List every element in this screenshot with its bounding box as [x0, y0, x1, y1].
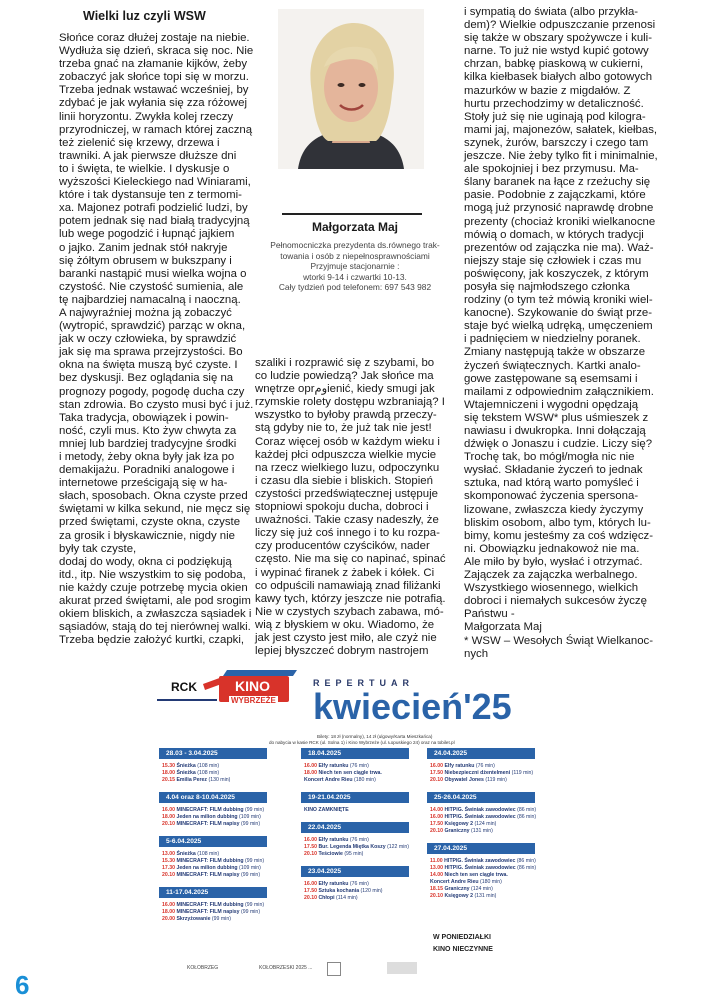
article-text-line: kilka kiełbasek białych albo gotowych: [464, 71, 653, 84]
screening-title: MINECRAFT: FILM dubbing: [176, 902, 244, 908]
article-text-line: mazurków w bazie z migdałów. Z: [464, 84, 631, 97]
screening-time: 15.30: [162, 858, 175, 864]
article-text-line: dobroci i niemałych sukcesów życzę: [464, 595, 647, 608]
article-text-line: kawy tych, którzy jeszcze nie potrafią.: [255, 592, 446, 605]
article-text-line: jak jest czysto jest miło, ale czyż nie: [255, 631, 437, 644]
article-text-line: mami jaj, majonezów, sałatek, kiełbas,: [464, 123, 658, 136]
schedule-date-bar: 22.04.2025: [301, 822, 409, 833]
article-text-line: Wtajemniczeni i wygodni opędzają: [464, 398, 639, 411]
screening-duration: (108 min): [197, 763, 220, 769]
screening-row: [430, 814, 536, 820]
screening-row: [162, 872, 260, 878]
article-text-line: Trzeba będzie założyć kurtki, czapki,: [59, 634, 245, 647]
article-text-line: się także w obszary spożywcze i kuli-: [464, 32, 653, 45]
screening-row: [304, 851, 363, 857]
article-text-line: posyła się najmłodszego członka: [464, 280, 630, 293]
screening-duration: (108 min): [197, 851, 220, 857]
screening-time: 16.00: [304, 763, 317, 769]
screening-time: 15.30: [162, 763, 175, 769]
article-text-line: za grosik i błyskawicznie, nigdy nie: [59, 529, 235, 542]
screening-title: Jeden na milion dubbing: [176, 814, 238, 820]
screening-row: [430, 893, 496, 899]
screening-time: 18.00: [162, 814, 175, 820]
article-text-line: gowe zastępowane są esemsami i: [464, 372, 638, 385]
screening-title: Obywatel Jones: [444, 777, 484, 783]
screening-time: 20.10: [304, 895, 317, 901]
screening-time: 20.15: [162, 777, 175, 783]
screening-row: [162, 851, 219, 857]
article-text-line: Coraz więcej osób w każdym wieku i: [255, 435, 440, 448]
screening-row: [162, 770, 219, 776]
article-column-left: [59, 32, 255, 647]
article-text-line: lub wege pogodzić i łupnąć jajkiem: [59, 228, 235, 241]
article-text-line: stą gdyby nie to, że już tak nie jest!: [255, 422, 432, 435]
article-text-line: się tekstem WSW* plus uśmieszek z: [464, 411, 649, 424]
screening-title: Śnieżka: [176, 851, 196, 857]
article-text-line: które i tak dystansuje ten z termomi-: [59, 189, 242, 202]
schedule-date-bar: 25-26.04.2025: [427, 792, 535, 803]
article-text-line: potem jednak się nad białą tradycyjną: [59, 215, 250, 228]
article-text-line: na rzecz wielkiego luzu, odpoczynku: [255, 461, 440, 474]
article-text-line: jak w oczy człowieka, by sprawdzić: [59, 333, 237, 346]
screening-row: [304, 770, 382, 776]
screening-title: Śnieżka: [176, 770, 196, 776]
screening-row: [304, 881, 369, 887]
screening-row: [162, 902, 264, 908]
screening-row: [162, 865, 261, 871]
article-text-line: Nie w czystych szybach zabawa, mó-: [255, 605, 444, 618]
article-text-line: stan zdrowia. Bo czysto musi być i już.: [59, 398, 254, 411]
article-text-line: i padnięciem w niedzielny poranek.: [464, 333, 641, 346]
article-text-line: jak się ma sprawa przejrzystości. Bo: [59, 346, 243, 359]
screening-duration: (99 min): [241, 872, 261, 878]
article-text-line: Zajączek za zajączka werbalnego.: [464, 569, 638, 582]
screening-row: [430, 777, 507, 783]
author-photo: [278, 9, 424, 169]
article-text-line: okiem bliskich, a zwłaszcza sąsiadek i: [59, 608, 252, 621]
screening-row: [430, 886, 493, 892]
screening-duration: (108 min): [197, 770, 220, 776]
article-text-line: co odpuścili namawiają znad filiżanki: [255, 579, 441, 592]
screening-row: [304, 807, 349, 813]
article-text-line: bimy, komu jesteśmy za coś wdzięcz-: [464, 529, 654, 542]
screening-time: 11.00: [430, 858, 443, 864]
screening-duration: (99 min): [245, 807, 265, 813]
article-text-line: internetowe prześcigają się w ha-: [59, 477, 228, 490]
article-column-middle: [255, 357, 455, 658]
screening-duration: (76 min): [349, 881, 369, 887]
article-text-line: itd., itp. Nie wszystkim to się podoba,: [59, 568, 246, 581]
screening-time: 20.10: [162, 821, 175, 827]
article-text-line: narne. To już nie wstyd kupić gotowy: [464, 45, 649, 58]
screening-duration: (99 min): [245, 858, 265, 864]
screening-title: Skrzyżowanie: [176, 916, 211, 922]
article-text-line: i czasu dla siebie i bliskich. Stopień: [255, 474, 433, 487]
screening-title: Graniczny: [444, 886, 470, 892]
screening-title: Niech ten sen ciągle trwa.: [318, 770, 382, 776]
screening-time: 20.10: [430, 893, 443, 899]
article-text-line: o jajko. Zanim jednak stół nakryje: [59, 241, 228, 254]
author-info-line: wtorki 9-14 i czwartki 10-13.: [303, 271, 407, 282]
screening-row: [430, 807, 536, 813]
screening-row: [162, 807, 264, 813]
screening-duration: (124 min): [474, 821, 497, 827]
article-text-line: staje być wielką udręką, umęczeniem: [464, 320, 653, 333]
article-text-line: często. Nie ma się co napinać, spinać: [255, 553, 446, 566]
screening-title: MINECRAFT: FILM dubbing: [176, 807, 244, 813]
article-text-line: zobaczyć jak słońce topi się w morzu.: [59, 71, 249, 84]
screening-row: [430, 821, 496, 827]
screening-row: [304, 888, 382, 894]
screening-duration: (76 min): [349, 837, 369, 843]
article-text-line: chrzan, babkę piaskową w cukierni,: [464, 58, 644, 71]
screening-duration: (86 min): [517, 807, 537, 813]
screening-time: 20.10: [430, 828, 443, 834]
author-info-line: Pełnomocniczka prezydenta ds.równego trak-: [270, 240, 440, 250]
screening-duration: (86 min): [517, 814, 537, 820]
screening-title: MINECRAFT: FILM napisy: [176, 909, 240, 915]
screening-time: 17.50: [430, 821, 443, 827]
screening-title: Elfy ratunku: [318, 837, 349, 843]
article-text-line: dźwięk o Jonaszu i cudzie. Liczy się?: [464, 438, 653, 451]
screening-title: KINO ZAMKNIĘTE: [304, 807, 349, 813]
article-text-line: bez dyskusji. Bez oglądania się na: [59, 372, 234, 385]
article-text-line: baranki nastąpić musi wielka wojna o: [59, 267, 247, 280]
screening-time: 17.50: [430, 770, 443, 776]
screening-time: 16.00: [162, 807, 175, 813]
screening-duration: (99 min): [211, 916, 231, 922]
screening-time: 17.50: [304, 888, 317, 894]
screening-title: Koncert Andre Rieu: [430, 879, 479, 885]
article-text-line: ślany baranek na łące z rzeżuchy się: [464, 176, 651, 189]
article-text-line: lepiej błyszczeć dobrym nastrojem: [255, 645, 429, 658]
screening-duration: (99 min): [241, 821, 261, 827]
screening-time: 20.00: [162, 916, 175, 922]
screening-row: [430, 770, 533, 776]
article-text-line: słach, sposobach. Okna czyste przed: [59, 490, 248, 503]
screening-title: Teściowie: [318, 851, 343, 857]
screening-time: 13.00: [430, 865, 443, 871]
article-text-line: wysłać. Składanie życzeń to jednak: [464, 464, 643, 477]
article-text-line: każdej płci odpuszcza wielkie mycie: [255, 448, 437, 461]
article-text-line: szynek, żurów, barszczy i czego tam: [464, 136, 649, 149]
screening-title: HITPIG. Świniak zawodowiec: [444, 865, 516, 871]
article-text-line: lizowane, zwłaszcza kiedy życzymy: [464, 503, 644, 516]
article-text-line: wszystko to byłoby prawdą przeczy-: [255, 409, 437, 422]
article-text-line: okna na święta muszą być czyste. I: [59, 359, 238, 372]
article-text-line: co ludzie powiedzą? Jak słońce ma: [255, 370, 434, 383]
article-text-line: szaliki i rozprawić się z szybami, bo: [255, 357, 435, 369]
screening-title: HITPIG. Świniak zawodowiec: [444, 814, 516, 820]
article-text-line: życzeń świątecznych. Kartki analo-: [464, 359, 641, 372]
screening-title: Emilia Perez: [176, 777, 208, 783]
article-text-line: skomponować życzenia spersona-: [464, 490, 639, 503]
article-text-line: xa. Majonez potrafi podzielić ludzi, by: [59, 202, 248, 215]
screening-time: 14.00: [430, 872, 443, 878]
poster-sale-info: do nabycia w kasie RCK (ul. Solna 1) i Kino Wybrzeże (ul. Łopuskiego 24) oraz na tobilet.pl: [269, 740, 455, 745]
screening-time: 16.00: [162, 902, 175, 908]
screening-duration: (99 min): [241, 909, 261, 915]
screening-title: Księgowy 2: [444, 821, 473, 827]
article-text-line: jeszcze. Nie żeby tylko fit i minimalnie,: [464, 150, 658, 163]
screening-duration: (109 min): [239, 814, 261, 820]
article-text-line: prezenty (chociaż kroniki wielkanocne: [464, 215, 656, 228]
screening-row: [162, 814, 261, 820]
article-text-line: przyrodniczej, w ramach której zaczną: [59, 123, 253, 136]
rck-logo: RCK: [171, 680, 197, 694]
screening-title: Graniczny: [444, 828, 470, 834]
screening-row: [162, 909, 260, 915]
schedule-date-bar: 19-21.04.2025: [301, 792, 409, 803]
screening-duration: (180 min): [353, 777, 376, 783]
article-text-line: Ale miło by było, wysłać i otrzymać.: [464, 555, 643, 568]
article-text-line: świętami w kilka sekund, nie męcz się: [59, 503, 251, 516]
screening-time: 16.00: [430, 814, 443, 820]
screening-time: 14.00: [430, 807, 443, 813]
screening-time: 20.10: [162, 872, 175, 878]
poster-prices: Bilety: 18 zł (normalny), 14 zł (ulgowy/Karta Mieszkańca): [317, 734, 433, 739]
article-title: Wielki luz czyli WSW: [83, 9, 206, 23]
screening-row: [430, 858, 536, 864]
screening-duration: (131 min): [470, 828, 493, 834]
schedule-date-bar: 11-17.04.2025: [159, 887, 267, 898]
article-text-line: stopniowi spokoju ducha, dobroci i: [255, 501, 429, 514]
article-text-line: Słońce coraz dłużej zostaje na niebie.: [59, 32, 250, 44]
screening-time: 18.15: [430, 886, 443, 892]
screening-duration: (119 min): [485, 777, 507, 783]
article-text-line: (wytropić, sprawdzić) parząc w okna,: [59, 320, 246, 333]
article-text-line: Trzeba jednak wstawać wcześniej, by: [59, 84, 249, 97]
article-text-line: demakijażu. Poradniki analogowe i: [59, 464, 235, 477]
screening-duration: (86 min): [516, 858, 536, 864]
screening-row: [304, 895, 358, 901]
screening-row: [162, 777, 230, 783]
article-text-line: mogą już przynosić naprawdę drobne: [464, 202, 654, 215]
screening-duration: (130 min): [208, 777, 231, 783]
screening-duration: (124 min): [470, 886, 493, 892]
screening-duration: (109 min): [239, 865, 261, 871]
article-text-line: dodaj do wody, okna ci podziękują: [59, 555, 232, 568]
article-text-line: tę najbardziej namacalną i naoczną.: [59, 293, 241, 306]
screening-duration: (131 min): [474, 893, 497, 899]
article-text-line: liczy się już coś innego i to ku rozpa-: [255, 527, 440, 540]
screening-row: [304, 777, 376, 783]
screening-duration: (180 min): [479, 879, 502, 885]
article-text-line: Trochę tak, bo mógł/mogła nic nie: [464, 451, 635, 464]
screening-time: 16.00: [304, 881, 317, 887]
screening-title: Chłopi: [318, 895, 335, 901]
article-text-line: uważności. Takie czasy nadeszły, że: [255, 514, 439, 527]
article-text-line: się żółtym obrusem w bukszpany i: [59, 254, 232, 267]
screening-row: [162, 916, 231, 922]
article-text-line: przed świętami, czyste okna, czyste: [59, 516, 241, 529]
kino-logo: KINO: [235, 678, 270, 694]
article-text-line: Państwu -: [464, 608, 515, 621]
article-text-line: akurat przed świętami, ale pod srogim: [59, 595, 251, 608]
closed-notice-line1: W PONIEDZIAŁKI: [433, 934, 491, 941]
article-text-line: linii horyzontu. Zwykła kolej rzeczy: [59, 110, 234, 123]
article-text-line: sąsiadów, stają do tej nierównej walki.: [59, 621, 251, 634]
article-text-line: trawniki. A jak pierwsze dłuższe dni: [59, 149, 237, 162]
screening-title: Elfy ratunku: [318, 763, 349, 769]
article-text-line: niejszy staje się człowiek i czas mu: [464, 254, 642, 267]
article-text-line: trzeba gnać na złamanie kijków, żeby: [59, 58, 248, 71]
article-text-line: ność, czyli mus. Kto żyw chwyta za: [59, 424, 237, 437]
screening-duration: (76 min): [475, 763, 495, 769]
poster-header-big: kwiecień'25: [313, 686, 512, 727]
screening-time: 18.00: [162, 909, 175, 915]
screening-time: 20.10: [430, 777, 443, 783]
article-text-line: prezentów od zajączka nie ma). Waż-: [464, 241, 654, 254]
screening-duration: (114 min): [336, 895, 358, 901]
screening-title: Księgowy 2: [444, 893, 473, 899]
article-text-line: i wypinać firanek z żabek i kółek. Ci: [255, 566, 435, 579]
screening-title: Elfy ratunku: [444, 763, 475, 769]
screening-title: HITPIG. Świniak zawodowiec: [444, 858, 516, 864]
screening-time: 16.00: [430, 763, 443, 769]
screening-row: [304, 837, 369, 843]
wybrzeze-logo: WYBRZEŻE: [231, 696, 276, 705]
screening-title: Bur. Legenda Miętka Koszy: [318, 844, 386, 850]
article-text-line: nawiasu i dwukropka. Inni dołączają: [464, 425, 646, 437]
article-text-line: pasie. Podobnie z zajączkami, które: [464, 189, 646, 202]
screening-title: Śnieżka: [176, 763, 196, 769]
schedule-date-bar: 18.04.2025: [301, 748, 409, 759]
article-text-line: rzymskie rolety dostępu wzbraniają? I: [255, 396, 445, 409]
author-divider: [282, 213, 422, 215]
screening-title: Sztuka kochania: [318, 888, 360, 894]
article-text-line: czy producentów czyścików, nader: [255, 540, 430, 553]
screening-time: 18.00: [304, 770, 317, 776]
article-text-line: wią z błyskiem w oku. Wiadomo, że: [255, 618, 435, 631]
article-text-line: ni. Obowiązku jednakowoż nie ma.: [464, 542, 640, 555]
screening-row: [430, 865, 536, 871]
screening-duration: (99 min): [245, 902, 265, 908]
screening-row: [430, 763, 495, 769]
article-text-line: Zmiany następują także w obszarze: [464, 346, 646, 359]
article-text-line: bliskim osobom, albo tym, których lu-: [464, 516, 651, 529]
article-text-line: wyższości Kieleckiego nad Winiarami,: [59, 176, 251, 189]
author-info-line: towania i osób z niepełnosprawnościami: [280, 250, 430, 261]
screening-title: MINECRAFT: FILM dubbing: [176, 858, 244, 864]
article-text-line: sztuka, nad którą warto pomyśleć i: [464, 477, 639, 490]
article-text-line: i sympatią do świata (albo przykła-: [464, 6, 639, 18]
screening-time: 16.00: [304, 837, 317, 843]
article-text-line: były tak czyste,: [59, 542, 137, 555]
closed-notice-line2: KINO NIECZYNNE: [433, 946, 493, 953]
screening-time: 17.30: [162, 865, 175, 871]
schedule-date-bar: 24.04.2025: [427, 748, 535, 759]
author-contact-info: [255, 240, 455, 293]
article-text-line: rodziny (o tym też mówią kroniki wiel-: [464, 294, 653, 307]
screening-time: 13.00: [162, 851, 175, 857]
screening-row: [304, 763, 369, 769]
article-text-line: też zielenić się krzewy, drzewa i: [59, 136, 220, 149]
article-text-line: wnętrze oprومienić, kiedy smugi jak: [255, 383, 435, 396]
screening-title: Niech ten sen ciągle trwa.: [444, 872, 508, 878]
screening-duration: (120 min): [360, 888, 383, 894]
screening-duration: (95 min): [344, 851, 364, 857]
article-text-line: czystość. Nie czystość sumienia, ale: [59, 280, 244, 293]
screening-row: [162, 858, 264, 864]
article-text-line: Wydłuża się dzień, skraca się noc. Nie: [59, 45, 254, 58]
screening-row: [430, 872, 508, 878]
article-text-line: zdybać je jak wyłania się zza różowej: [59, 97, 248, 110]
screening-title: Jeden na milion dubbing: [176, 865, 238, 871]
article-text-line: mailami z odpowiednim załącznikiem.: [464, 385, 654, 398]
article-text-line: mówią o domach, w których tradycji: [464, 228, 644, 241]
poster-header-small: REPERTUAR: [313, 678, 415, 688]
article-text-line: Wszystkiego wiosennego, wielkich: [464, 582, 639, 595]
screening-title: Koncert Andre Rieu: [304, 777, 353, 783]
screening-row: [430, 879, 502, 885]
article-text-line: nie każdy czuje potrzebę mycia okien: [59, 581, 248, 594]
screening-title: MINECRAFT: FILM napisy: [176, 821, 240, 827]
schedule-date-bar: 4.04 oraz 8-10.04.2025: [159, 792, 267, 803]
schedule-date-bar: 23.04.2025: [301, 866, 409, 877]
sponsor-logo-icon: [327, 962, 341, 976]
article-text-line: czystości przedświątecznej ustępuje: [255, 487, 438, 500]
article-text-line: Stoły już się nie uginają pod kilogra-: [464, 110, 646, 123]
screening-duration: (86 min): [517, 865, 537, 871]
sponsor-logo-kolobrzeg: KOŁOBRZEG: [187, 965, 219, 971]
article-text-line: dem)? Wielkie odpuszczanie przenosi: [464, 19, 656, 32]
screening-row: [430, 828, 493, 834]
article-text-line: hurtu przechodzimy w detaliczność.: [464, 97, 644, 110]
author-name: Małgorzata Maj: [311, 220, 398, 234]
screening-duration: (122 min): [387, 844, 409, 850]
screening-title: Elfy ratunku: [318, 881, 349, 887]
schedule-date-bar: 27.04.2025: [427, 843, 535, 854]
screening-title: Niebezpieczni dżentelmeni: [444, 770, 511, 776]
page-number: 6: [15, 970, 30, 1000]
sponsor-logo-pisf: [387, 962, 417, 974]
screening-time: 18.00: [162, 770, 175, 776]
screening-row: [162, 763, 219, 769]
screening-row: [162, 821, 260, 827]
article-text-line: * WSW – Wesołych Świąt Wielkanoc-: [464, 634, 654, 647]
sponsor-logo-kolobrzeski: KOŁOBRZESKI 2025 ...: [259, 965, 313, 971]
screening-time: 17.50: [304, 844, 317, 850]
schedule-date-bar: 5-6.04.2025: [159, 836, 267, 847]
screening-title: HITPIG. Świniak zawodowiec: [444, 807, 516, 813]
screening-duration: (119 min): [511, 770, 534, 776]
screening-title: MINECRAFT: FILM napisy: [176, 872, 240, 878]
article-text-line: poświęcony, jak koszyczek, z którym: [464, 267, 649, 280]
article-text-line: ale spokojniej i bez przymusu. Ma-: [464, 163, 639, 176]
screening-duration: (76 min): [349, 763, 369, 769]
author-info-line: Przyjmuje stacjonarnie :: [310, 261, 400, 271]
article-text-line: A najwyraźniej można ją zobaczyć: [59, 306, 232, 319]
article-text-line: nych: [464, 647, 489, 660]
article-text-line: Taka tradycja, obowiązek i powin-: [59, 411, 229, 424]
article-text-line: Małgorzata Maj: [464, 621, 542, 634]
article-text-line: i metody, żeby okna były jak łza po: [59, 451, 235, 463]
article-text-line: kanocne). Szykowanie do świąt prze-: [464, 307, 653, 320]
article-text-line: to i święta, te wielkie. I dyskusje o: [59, 162, 230, 175]
article-text-line: mniej lub bardziej tradycyjne środki: [59, 437, 237, 450]
screening-row: [304, 844, 409, 850]
schedule-date-bar: 28.03 - 3.04.2025: [159, 748, 267, 759]
cinema-repertoire-poster: [147, 662, 550, 978]
article-text-line: prognozy pogody, pogodę ducha czy: [59, 385, 245, 398]
screening-time: 20.10: [304, 851, 317, 857]
article-column-right: [464, 6, 660, 661]
author-info-line: Cały tydzień pod telefonem: 697 543 982: [278, 282, 432, 292]
